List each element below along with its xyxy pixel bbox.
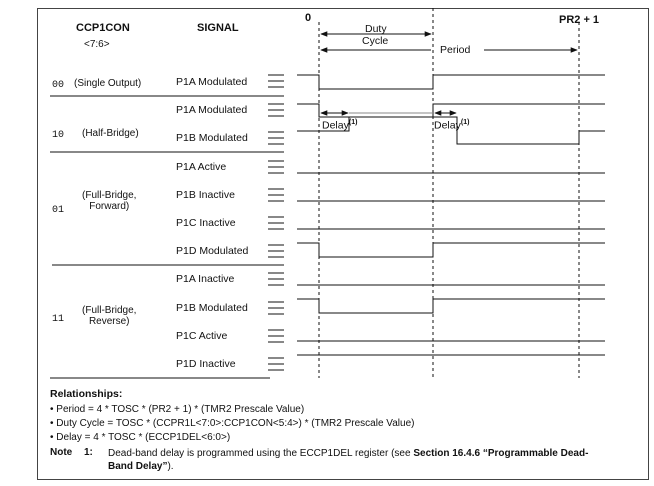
- signal-label: P1A Modulated: [176, 76, 248, 88]
- relationship-item: • Duty Cycle = TOSC * (CCPR1L<7:0>:CCP1CON<5:4>) * (TMR2 Prescale Value): [50, 418, 415, 429]
- mode-name-fwd: (Full-Bridge, Forward): [82, 190, 137, 212]
- signal-label: P1B Inactive: [176, 189, 235, 201]
- wave-p1a-half: [297, 104, 605, 117]
- signal-label: P1D Modulated: [176, 245, 249, 257]
- mode-code-00: 00: [52, 80, 65, 91]
- mode-name-rev: (Full-Bridge, Reverse): [82, 305, 137, 327]
- relationship-item: • Delay = 4 * TOSC * (ECCP1DEL<6:0>): [50, 432, 231, 443]
- signal-label: P1A Active: [176, 161, 227, 173]
- mode-name-single: (Single Output): [74, 78, 142, 89]
- signal-label: P1B Modulated: [176, 302, 248, 314]
- pr2-label: PR2 + 1: [559, 14, 600, 26]
- relationships-title: Relationships:: [50, 388, 123, 400]
- signal-label: P1D Inactive: [176, 358, 236, 370]
- signal-tick-marks: [268, 75, 284, 370]
- mode-code-10: 10: [52, 130, 65, 141]
- ccp1con-bits: <7:6>: [84, 39, 110, 50]
- ccp1con-header: CCP1CON: [76, 22, 130, 34]
- mode-name-half: (Half-Bridge): [82, 128, 139, 139]
- note-number: 1:: [84, 447, 93, 458]
- relationship-item: • Period = 4 * TOSC * (PR2 + 1) * (TMR2 Prescale Value): [50, 404, 305, 415]
- delay-label-1: Delay$^{(1)}$: [322, 119, 358, 132]
- mode-code-01: 01: [52, 205, 65, 216]
- period-label: Period: [440, 44, 471, 56]
- signal-header: SIGNAL: [197, 22, 239, 34]
- cycle-label: Cycle: [362, 35, 389, 47]
- time-zero-label: 0: [305, 12, 312, 24]
- wave-p1b-half: [297, 117, 605, 144]
- note-text: Dead-band delay is programmed using the ECCP1DEL register (see Section 16.4.6 “Programmable Dead-Band Delay”).: [108, 448, 589, 472]
- wave-p1a-single: [297, 75, 605, 89]
- signal-label: P1C Active: [176, 330, 228, 342]
- mode-code-11: 11: [52, 314, 65, 325]
- delay-label-2: Delay$^{(1)}$: [434, 119, 470, 132]
- signal-label: P1C Inactive: [176, 217, 236, 229]
- wave-p1b-modulated: [297, 299, 605, 313]
- signal-label: P1B Modulated: [176, 132, 248, 144]
- wave-p1d-modulated: [297, 243, 605, 257]
- signal-label: P1A Modulated: [176, 104, 248, 116]
- note-label: Note: [50, 447, 73, 458]
- signal-label: P1A Inactive: [176, 273, 235, 285]
- duty-label: Duty: [365, 23, 387, 35]
